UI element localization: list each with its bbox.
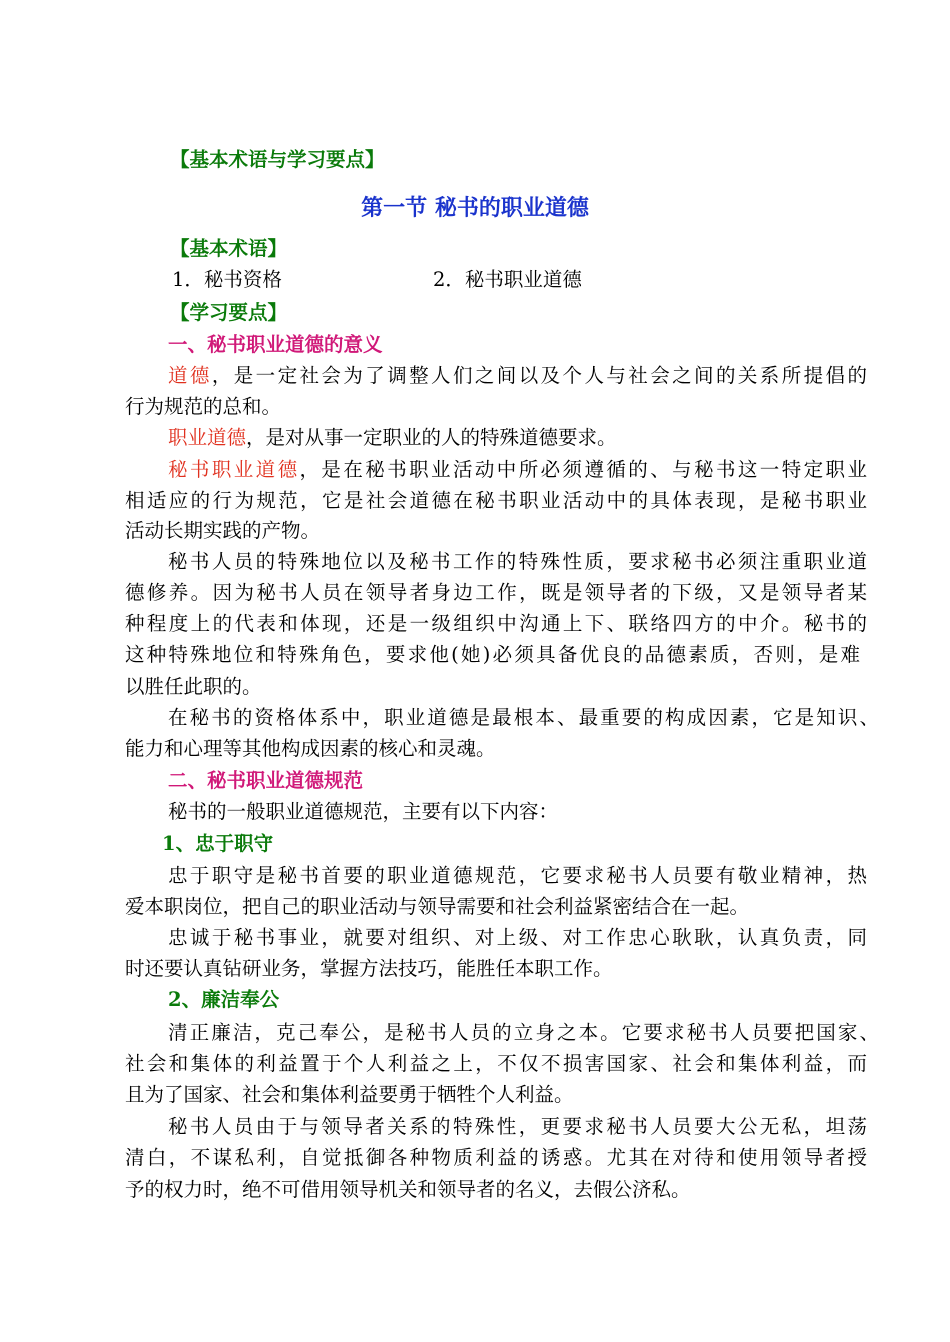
- paragraph-line: [125, 455, 867, 485]
- section-title: 第一节 秘书的职业道德: [361, 195, 589, 221]
- term-zhiye-daode: 职业道德: [168, 426, 247, 449]
- paragraph-line: 爱本职岗位，把自己的职业活动与领导需要和社会利益紧密结合在一起。: [125, 895, 750, 918]
- terms-heading: 【基本术语】: [170, 237, 288, 260]
- paragraph-line: 相适应的行为规范，它是社会道德在秘书职业活动中的具体表现，是秘书职业: [125, 489, 867, 512]
- term-item-1: 1．秘书资格: [172, 268, 282, 291]
- paragraph-line: 活动长期实践的产物。: [125, 519, 321, 542]
- paragraph-line: [168, 423, 617, 453]
- paragraph-line: 秘书的一般职业道德规范，主要有以下内容：: [168, 800, 559, 823]
- paragraph-line: 清正廉洁，克己奉公，是秘书人员的立身之本。它要求秘书人员要把国家、: [168, 1021, 879, 1044]
- paragraph-text: ，是对从事一定职业的人的特殊道德要求。: [246, 426, 617, 449]
- paragraph-line: 清白，不谋私利，自觉抵御各种物质利益的诱惑。尤其在对待和使用领导者授: [125, 1146, 867, 1169]
- paragraph-line: 这种特殊地位和特殊角色，要求他(她)必须具备优良的品德素质，否则，是难: [125, 643, 860, 666]
- paragraph-line: 忠诚于秘书事业，就要对组织、对上级、对工作忠心耿耿，认真负责，同: [168, 926, 867, 949]
- term-mishu-zhiye-daode: 秘书职业道德: [168, 458, 300, 481]
- paragraph-text: ，是在秘书职业活动中所必须遵循的、与秘书这一特定职业: [299, 458, 867, 481]
- paragraph-line: [125, 361, 867, 391]
- main-heading: 【基本术语与学习要点】: [170, 148, 385, 171]
- paragraph-text: ，是一定社会为了调整人们之间以及个人与社会之间的关系所提倡的: [211, 364, 867, 387]
- paragraph-line: 在秘书的资格体系中，职业道德是最根本、最重要的构成因素，它是知识、: [168, 706, 879, 729]
- paragraph-line: 能力和心理等其他构成因素的核心和灵魂。: [125, 737, 496, 760]
- paragraph-line: 秘书人员的特殊地位以及秘书工作的特殊性质，要求秘书必须注重职业道: [168, 550, 867, 573]
- points-heading: 【学习要点】: [170, 301, 288, 324]
- part2-heading: 二、秘书职业道德规范: [168, 769, 364, 792]
- term-item-2: 2．秘书职业道德: [433, 268, 582, 291]
- paragraph-line: 行为规范的总和。: [125, 395, 282, 418]
- paragraph-line: 忠于职守是秘书首要的职业道德规范，它要求秘书人员要有敬业精神，热: [168, 864, 867, 887]
- paragraph-line: 德修养。因为秘书人员在领导者身边工作，既是领导者的下级，又是领导者某: [125, 581, 867, 604]
- paragraph-line: 且为了国家、社会和集体利益要勇于牺牲个人利益。: [125, 1083, 574, 1106]
- paragraph-line: 以胜任此职的。: [125, 675, 262, 698]
- subsection-heading-2: 2、廉洁奉公: [168, 988, 280, 1011]
- paragraph-line: 秘书人员由于与领导者关系的特殊性，更要求秘书人员要大公无私，坦荡: [168, 1115, 867, 1138]
- paragraph-line: 社会和集体的利益置于个人利益之上，不仅不损害国家、社会和集体利益，而: [125, 1052, 867, 1075]
- term-daode: 道德: [168, 364, 212, 387]
- paragraph-line: 予的权力时，绝不可借用领导机关和领导者的名义，去假公济私。: [125, 1178, 691, 1201]
- subsection-heading-1: 1、忠于职守: [162, 832, 274, 855]
- part1-heading: 一、秘书职业道德的意义: [168, 333, 383, 356]
- paragraph-line: 种程度上的代表和体现，还是一级组织中沟通上下、联络四方的中介。秘书的: [125, 612, 867, 635]
- paragraph-line: 时还要认真钻研业务，掌握方法技巧，能胜任本职工作。: [125, 957, 613, 980]
